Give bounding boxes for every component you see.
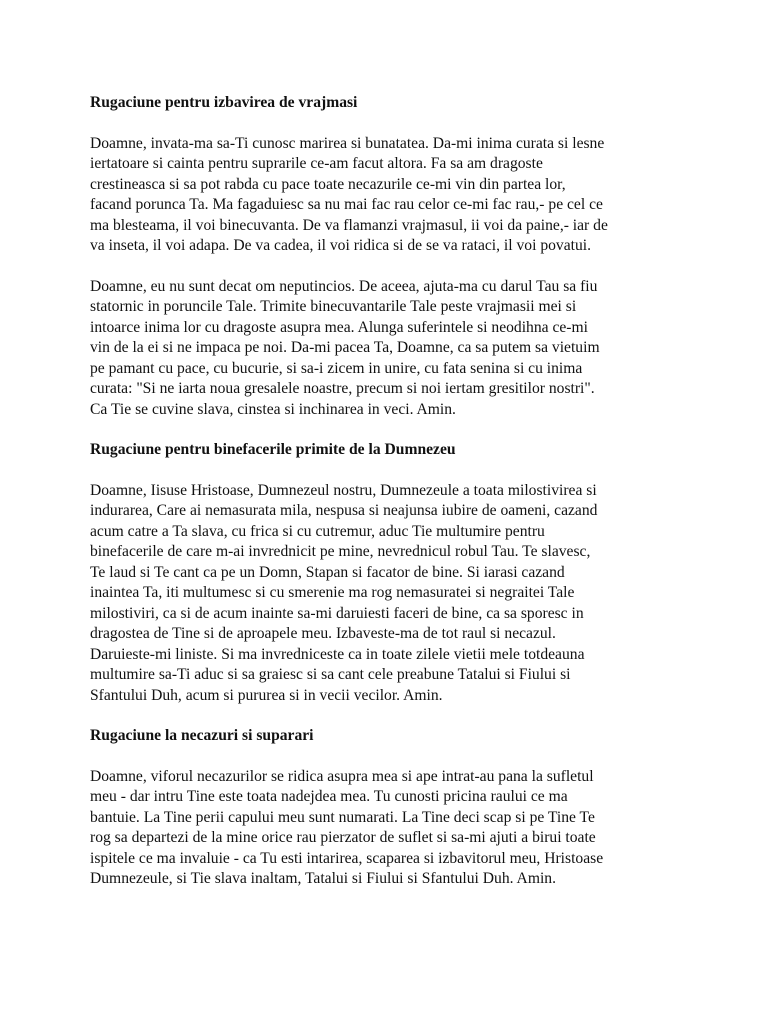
text-line: vin de la ei si ne impaca pe noi. Da-mi pacea Ta, Doamne, ca sa putem sa vietuim	[90, 339, 600, 356]
text-line: facand porunca Ta. Ma fagaduiesc sa nu mai fac rau celor ce-mi fac rau,- pe cel ce	[90, 196, 603, 213]
section-title: Rugaciune pentru izbavirea de vrajmasi	[90, 94, 358, 111]
prayer-section	[90, 440, 710, 706]
text-line: va inseta, il voi adapa. De va cadea, il voi ridica si de se va rataci, il voi povatui.	[90, 237, 591, 254]
text-line: curata: "Si ne iarta noua gresalele noastre, precum si noi iertam gresitilor nostri".	[90, 380, 595, 397]
text-line: Doamne, eu nu sunt decat om neputincios. De aceea, ajuta-ma cu darul Tau sa fiu	[90, 277, 598, 295]
text-line: iertatoare si cainta pentru suprarile ce-am facut altora. Fa sa am dragoste	[90, 155, 543, 172]
text-line: Doamne, Iisuse Hristoase, Dumnezeul nostru, Dumnezeule a toata milostivirea si	[90, 481, 597, 499]
text-line: milostiviri, ca si de acum inainte sa-mi daruiesti faceri de bine, ca sa sporesc in	[90, 604, 584, 622]
text-line: Doamne, viforul necazurilor se ridica asupra mea si ape intrat-au pana la sufletul	[90, 767, 594, 785]
text-line: Sfantului Duh, acum si pururea si in vecii vecilor. Amin.	[90, 686, 443, 704]
text-line: Ca Tie se cuvine slava, cinstea si inchinarea in veci. Amin.	[90, 400, 456, 418]
text-line: intoarce inima lor cu dragoste asupra mea. Alunga suferintele si neodihna ce-mi	[90, 318, 588, 336]
text-line: crestineasca si sa pot rabda cu pace toate necazurile ce-mi vin din partea lor,	[90, 175, 566, 193]
section-title: Rugaciune pentru binefacerile primite de la Dumnezeu	[90, 441, 456, 458]
prayer-section	[90, 93, 710, 420]
text-line: bantuie. La Tine perii capului meu sunt numarati. La Tine deci scap si pe Tine Te	[90, 808, 595, 826]
text-line: Dumnezeule, si Tie slava inaltam, Tatalui si Fiului si Sfantului Duh. Amin.	[90, 870, 556, 887]
text-line: Doamne, invata-ma sa-Ti cunosc marirea si bunatatea. Da-mi inima curata si lesne	[90, 134, 605, 152]
text-line: Daruieste-mi liniste. Si ma invredniceste ca in toate zilele vietii mele totdeauna	[90, 645, 585, 663]
paragraph	[90, 134, 710, 257]
text-line: meu - dar intru Tine este toata nadejdea mea. Tu cunosti pricina raului ce ma	[90, 788, 568, 805]
text-line: inaintea Ta, iti multumesc si cu smerenie ma rog nemasuratei si negraitei Tale	[90, 584, 575, 601]
document-page	[90, 93, 710, 910]
text-line: acum catre a Ta slava, cu frica si cu cutremur, aduc Tie multumire pentru	[90, 522, 545, 540]
text-line: binefacerile de care m-ai invrednicit pe mine, nevrednicul robul Tau. Te slavesc,	[90, 543, 591, 560]
text-line: multumire sa-Ti aduc si sa graiesc si sa cant cele preabune Tatalui si Fiului si	[90, 666, 571, 683]
text-line: rog sa departezi de la mine orice rau pierzator de suflet si sa-mi ajuti a birui toate	[90, 829, 596, 846]
text-line: dragostea de Tine si de aproapele meu. Izbaveste-ma de tot raul si necazul.	[90, 625, 556, 642]
text-line: Te laud si Te cant ca pe un Domn, Stapan si facator de bine. Si iarasi cazand	[90, 563, 565, 581]
paragraph	[90, 481, 710, 707]
text-line: ispitele ce ma invaluie - ca Tu esti intarirea, scaparea si izbavitorul meu, Hristoase	[90, 849, 604, 867]
paragraph	[90, 767, 710, 890]
text-line: ma blesteama, il voi binecuvanta. De va flamanzi vrajmasul, ii voi da paine,- iar de	[90, 216, 608, 234]
prayer-section	[90, 726, 710, 890]
text-line: statornic in poruncile Tale. Trimite binecuvantarile Tale peste vrajmasii mei si	[90, 298, 577, 315]
text-line: pe pamant cu pace, cu bucurie, si sa-i zicem in unire, cu fata senina si cu inima	[90, 359, 583, 377]
paragraph	[90, 277, 710, 421]
text-line: indurarea, Care ai nemasurata mila, nespusa si neajunsa iubire de oameni, cazand	[90, 502, 598, 519]
section-title: Rugaciune la necazuri si suparari	[90, 727, 314, 744]
